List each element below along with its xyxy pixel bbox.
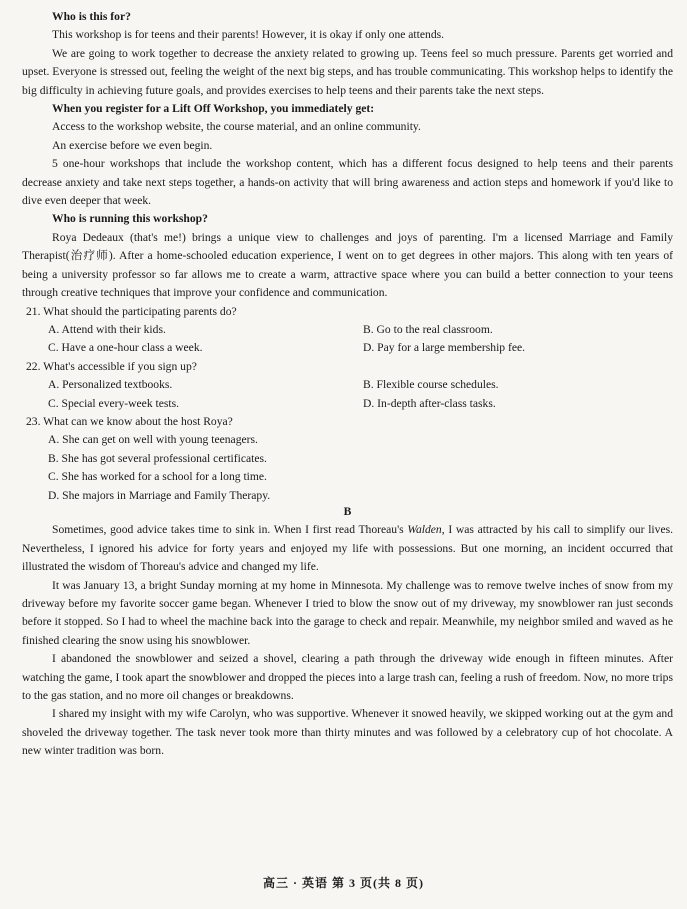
- heading-register: When you register for a Lift Off Workshop, you immediately get:: [52, 102, 375, 116]
- heading-who-is-this-for: Who is this for?: [52, 10, 131, 23]
- heading-who-is-running: Who is running this workshop?: [52, 212, 208, 226]
- passage-b-p1-post: , I was attracted by his call to simplify our lives. Nevertheless, I ignored his advice for forty years and enjoyed my life with possessions. But one morning, an incident occurred that illustrated the wisdom of Thoreau's advice and changed my life.: [22, 523, 673, 574]
- passage-a-paragraph-3: 5 one-hour workshops that include the workshop content, which has a different focus designed to help teens and their parents decrease anxiety and take next steps together, a hands-on activity that will bring awareness and action steps and homework if you'd like to dive even deeper that week.: [22, 157, 673, 208]
- question-22-option-c: C. Special every-week tests.: [48, 396, 180, 410]
- question-22-option-a: A. Personalized textbooks.: [48, 378, 173, 392]
- question-23-option-b: B. She has got several professional certificates.: [48, 451, 267, 465]
- passage-a-paragraph-2: We are going to work together to decrease the anxiety related to growing up. Teens feel so much pressure. Parents get worried and upset. Everyone is stressed out, feeling the weight of the next big steps, and has trouble communicating. This workshop helps to identify the big difficulty in achieving future goals, and provides exercises to help teens and their parents take the next steps.: [22, 46, 673, 97]
- question-22-option-b: B. Flexible course schedules.: [363, 378, 499, 392]
- register-item-access: Access to the workshop website, the course material, and an online community.: [52, 120, 421, 134]
- passage-b-p1-pre: Sometimes, good advice takes time to sink in. When I first read Thoreau's: [52, 523, 408, 537]
- question-21-option-d: D. Pay for a large membership fee.: [363, 341, 526, 355]
- passage-b-paragraph-2: It was January 13, a bright Sunday morning at my home in Minnesota. My challenge was to remove twelve inches of snow from my driveway before my favorite soccer game began. Whenever I tried to blow the snow out of my driveway, my snowblower ran just seconds before it stopped. So I had to wheel the machine back into the garage to check and repair. Meanwhile, my neighbor smiled and waved as he finished clearing the snow using his snowblower.: [22, 578, 673, 647]
- question-22-options-row-1: [22, 376, 673, 394]
- question-21-option-a: A. Attend with their kids.: [48, 322, 166, 336]
- question-21-options-row-1: [22, 321, 673, 339]
- page-footer: 高三 · 英语 第 3 页(共 8 页): [263, 876, 424, 890]
- question-22-options-row-2: [22, 395, 673, 413]
- question-23-option-d: D. She majors in Marriage and Family Therapy.: [48, 488, 271, 502]
- question-21-stem: 21. What should the participating parents do?: [26, 304, 237, 318]
- passage-b-paragraph-3: I abandoned the snowblower and seized a shovel, clearing a path through the driveway wide enough in fifteen minutes. After watching the game, I took apart the snowblower and dropped the pieces into a large trash can, feeling a rush of freedom. Now, no more trips to the gas station, and no more oil changes or breakdowns.: [22, 652, 673, 703]
- section-b-label: B: [343, 504, 352, 518]
- passage-b-paragraph-1: [22, 521, 673, 576]
- passage-a-paragraph-1: This workshop is for teens and their parents! However, it is okay if only one attends.: [52, 28, 445, 42]
- passage-b-paragraph-4: I shared my insight with my wife Carolyn, who was supportive. Whenever it snowed heavily, we skipped working out at the gym and shoveled the driveway together. The task never took more than thirty minutes and was followed by a celebratory cup of hot chocolate. A new winter tradition was born.: [22, 707, 673, 758]
- question-22-option-d: D. In-depth after-class tasks.: [363, 396, 496, 410]
- question-21-options-row-2: [22, 339, 673, 357]
- question-21-option-b: B. Go to the real classroom.: [363, 322, 493, 336]
- question-23-option-c: C. She has worked for a school for a long time.: [48, 470, 267, 484]
- question-21-option-c: C. Have a one-hour class a week.: [48, 341, 203, 355]
- question-23-stem: 23. What can we know about the host Roya?: [26, 414, 233, 428]
- book-title-walden: Walden: [407, 523, 442, 537]
- passage-a-paragraph-4: Roya Dedeaux (that's me!) brings a unique view to challenges and joys of parenting. I'm a licensed Marriage and Family Therapist(治疗师). After a home-schooled education experience, I went on to get degrees in other majors. This along with ten years of being a university professor so far allows me to create a warm, attractive space where you can build a better connection to your teens through creative techniques that improve your confidence and communication.: [22, 230, 673, 300]
- question-23-option-a: A. She can get on well with young teenagers.: [48, 433, 258, 447]
- question-22-stem: 22. What's accessible if you sign up?: [26, 359, 197, 373]
- register-item-exercise: An exercise before we even begin.: [52, 138, 213, 152]
